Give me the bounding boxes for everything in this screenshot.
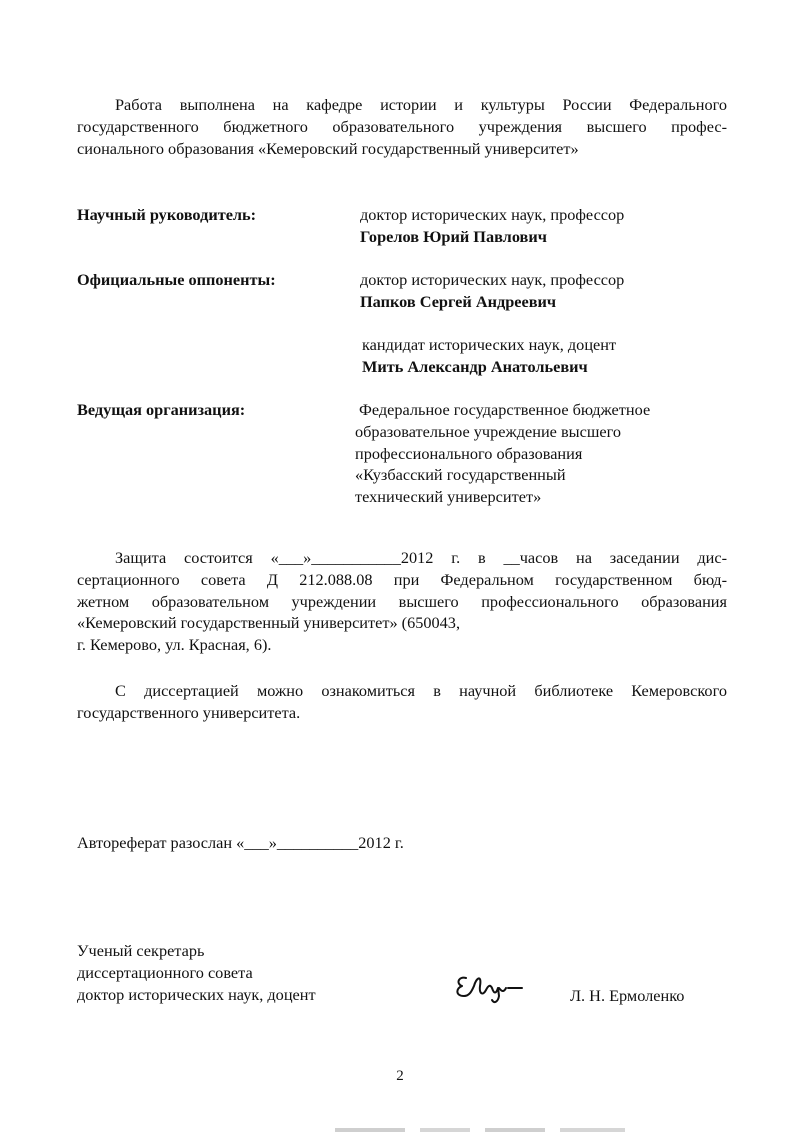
library-line-2: государственного университета. [77,702,301,722]
opponent-second-title: кандидат исторических наук, доцент [362,335,617,354]
leading-org-line-5: технический университет» [355,487,542,507]
mailing-line: Автореферат разослан «___»__________2012 г. [77,833,404,852]
defense-line-2: сертационного совета Д 212.088.08 при Федеральном государственном бюд- [77,569,727,589]
supervisor-label: Научный руководитель: [77,205,257,224]
supervisor-name: Горелов Юрий Павлович [360,226,547,246]
opponents-label: Официальные оппоненты: [77,270,276,289]
opponent-first-title: доктор исторических наук, профессор [360,270,625,289]
leading-org-block [355,399,650,508]
leading-org-label: Ведущая организация: [77,400,246,419]
scan-artifact [335,1124,625,1132]
opponent-first-name: Папков Сергей Андреевич [360,291,557,311]
secretary-block [77,940,316,1005]
library-line-1: С диссертацией можно ознакомиться в научной библиотеке Кемеровского [115,681,727,700]
opponent-second-name: Мить Александр Анатольевич [362,356,588,376]
defense-line-3: жетном образовательном учреждении высшего профессионального образования [77,591,727,611]
secretary-line-2: диссертационного совета [77,962,253,982]
secretary-line-1: Ученый секретарь [77,941,205,960]
intro-line-1: Работа выполнена на кафедре истории и культуры России Федерального [115,95,727,114]
supervisor-block [360,204,624,248]
supervisor-title: доктор исторических наук, профессор [360,205,625,224]
secretary-line-3: доктор исторических наук, доцент [77,984,316,1004]
intro-paragraph [77,94,727,159]
leading-org-line-4: «Кузбасский государственный [355,465,566,485]
defense-line-4: «Кемеровский государственный университет» (650043, [77,613,461,633]
page-number: 2 [396,1068,404,1084]
intro-line-3: сионального образования «Кемеровский государственный университет» [77,138,579,158]
defense-paragraph [77,547,727,656]
leading-org-line-3: профессионального образования [355,443,583,463]
handwritten-signature [452,966,532,1006]
library-paragraph [77,680,727,724]
secretary-name: Л. Н. Ермоленко [570,986,685,1005]
intro-line-2: государственного бюджетного образовательного учреждения высшего профес- [77,116,727,136]
opponent-first-block [360,269,624,313]
defense-line-5: г. Кемерово, ул. Красная, 6). [77,635,272,655]
leading-org-line-2: образовательное учреждение высшего [355,421,621,441]
leading-org-line-1: Федеральное государственное бюджетное [359,400,651,419]
defense-line-1: Защита состоится «___»___________2012 г. в __часов на заседании дис- [115,548,727,567]
opponent-second-block [362,334,616,378]
